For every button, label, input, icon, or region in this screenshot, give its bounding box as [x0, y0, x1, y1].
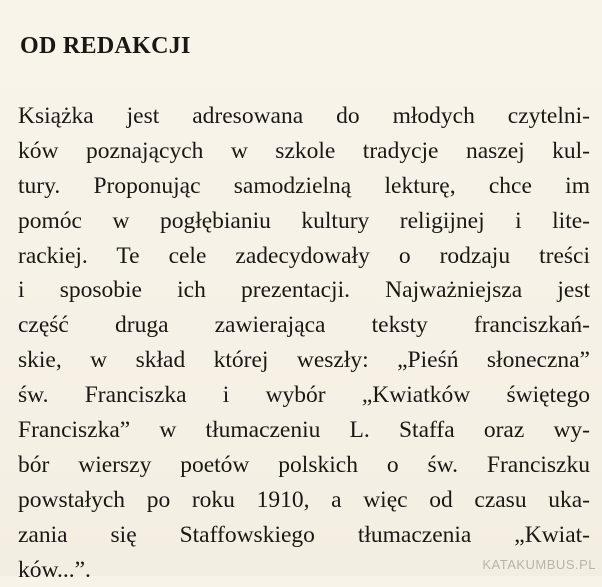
text-line: powstałych po roku 1910, a więc od czasu uka- — [18, 486, 590, 513]
text-line: bór wierszy poetów polskich o św. Franciszku — [18, 451, 590, 478]
text-line: Książka jest adresowana do młodych czytelni- — [18, 103, 590, 129]
text-line: i sposobie ich prezentacji. Najważniejsza jest — [18, 277, 590, 304]
text-line: pomóc w pogłębianiu kultury religijnej i lite- — [18, 207, 590, 234]
body-paragraph — [18, 99, 590, 587]
text-line: tury. Proponując samodzielną lekturę, chce im — [18, 172, 590, 199]
text-line: zania się Staffowskiego tłumaczenia „Kwiat- — [18, 521, 590, 548]
text-line: rackiej. Te cele zadecydowały o rodzaju treści — [18, 242, 590, 269]
text-line: św. Franciszka i wybór „Kwiatków świętego — [18, 382, 590, 409]
text-line: skie, w skład której weszły: „Pieśń słoneczna” — [18, 347, 590, 374]
text-line: część druga zawierająca teksty franciszkań- — [18, 312, 590, 339]
section-heading: OD REDAKCJI — [20, 33, 191, 59]
text-line: ków poznających w szkole tradycje naszej kul- — [18, 137, 590, 164]
text-line: Franciszka” w tłumaczeniu L. Staffa oraz wy- — [18, 417, 590, 444]
text-line: ków...”. — [18, 556, 91, 583]
watermark-text: KATAKUMBUS.PL — [482, 557, 596, 572]
